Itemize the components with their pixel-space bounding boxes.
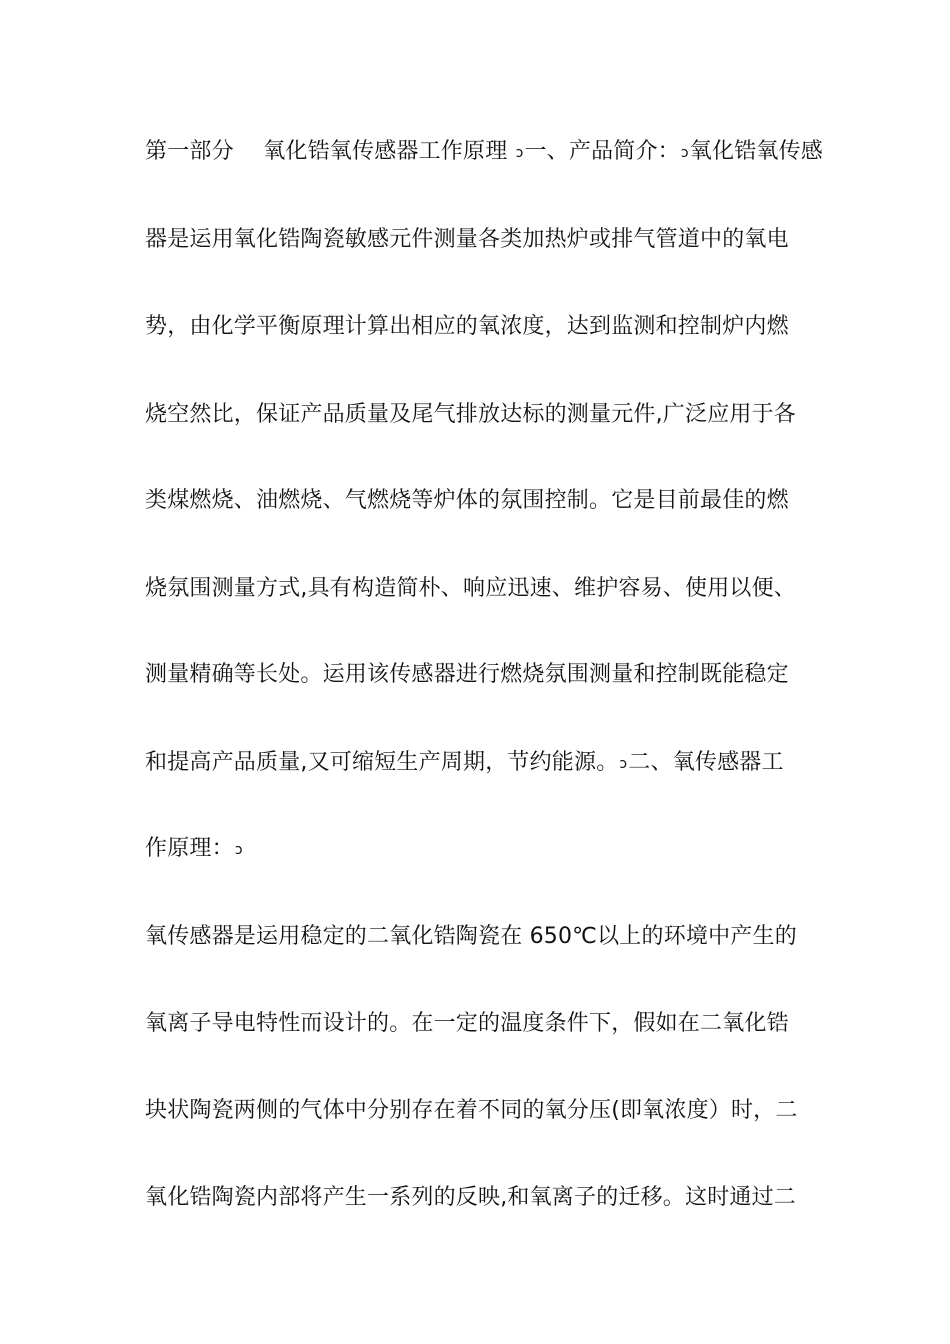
- text-segment: 类煤燃烧、油燃烧、气燃烧等炉体的氛围控制。它是目前最佳的燃: [145, 488, 789, 513]
- text-line: [145, 486, 815, 516]
- text-line: [145, 1009, 815, 1039]
- paragraph-mark-icon: ↄ: [234, 842, 243, 858]
- text-segment: 二、氧传感器工: [628, 750, 784, 775]
- text-segment: 一、产品简介：: [524, 139, 680, 164]
- paragraph-mark-icon: ↄ: [680, 145, 689, 161]
- text-segment: 势，由化学平衡原理计算出相应的氧浓度，达到监测和控制炉内燃: [145, 314, 789, 339]
- text-line: [145, 660, 815, 690]
- text-segment: 氧化锆氧传感: [689, 139, 823, 164]
- text-line: [145, 137, 823, 168]
- text-segment: 烧空然比，保证产品质量及尾气排放达标的测量元件,广泛应用于各: [145, 402, 796, 427]
- text-line: [145, 748, 815, 779]
- text-segment: 测量精确等长处。运用该传感器进行燃烧氛围测量和控制既能稳定: [145, 662, 789, 687]
- text-segment: 和提高产品质量,又可缩短生产周期，节约能源。: [145, 750, 619, 775]
- text-segment: 器是运用氧化锆陶瓷敏感元件测量各类加热炉或排气管道中的氧电: [145, 227, 789, 252]
- text-segment: 作原理：: [145, 836, 234, 861]
- text-segment: 块状陶瓷两侧的气体中分别存在着不同的氧分压(即氧浓度）时，二: [145, 1098, 798, 1123]
- text-line: [145, 834, 815, 865]
- text-line: [145, 225, 815, 255]
- text-segment: 氧化锆陶瓷内部将产生一系列的反映,和氧离子的迁移。这时通过二: [145, 1185, 796, 1210]
- text-line: [145, 574, 815, 604]
- text-segment: 氧离子导电特性而设计的。在一定的温度条件下，假如在二氧化锆: [145, 1011, 789, 1036]
- text-line: [145, 1096, 815, 1126]
- paragraph-mark-icon: ↄ: [515, 145, 524, 161]
- text-segment: 氧传感器是运用稳定的二氧化锆陶瓷在 650℃以上的环境中产生的: [145, 924, 797, 949]
- text-line: [145, 922, 815, 952]
- text-segment: 第一部分 氧化锆氧传感器工作原理: [145, 139, 515, 164]
- text-line: [145, 312, 815, 342]
- text-segment: 烧氛围测量方式,具有构造简朴、响应迅速、维护容易、使用以便、: [145, 576, 796, 601]
- paragraph-mark-icon: ↄ: [619, 756, 628, 772]
- text-line: [145, 1183, 815, 1213]
- text-line: [145, 400, 815, 430]
